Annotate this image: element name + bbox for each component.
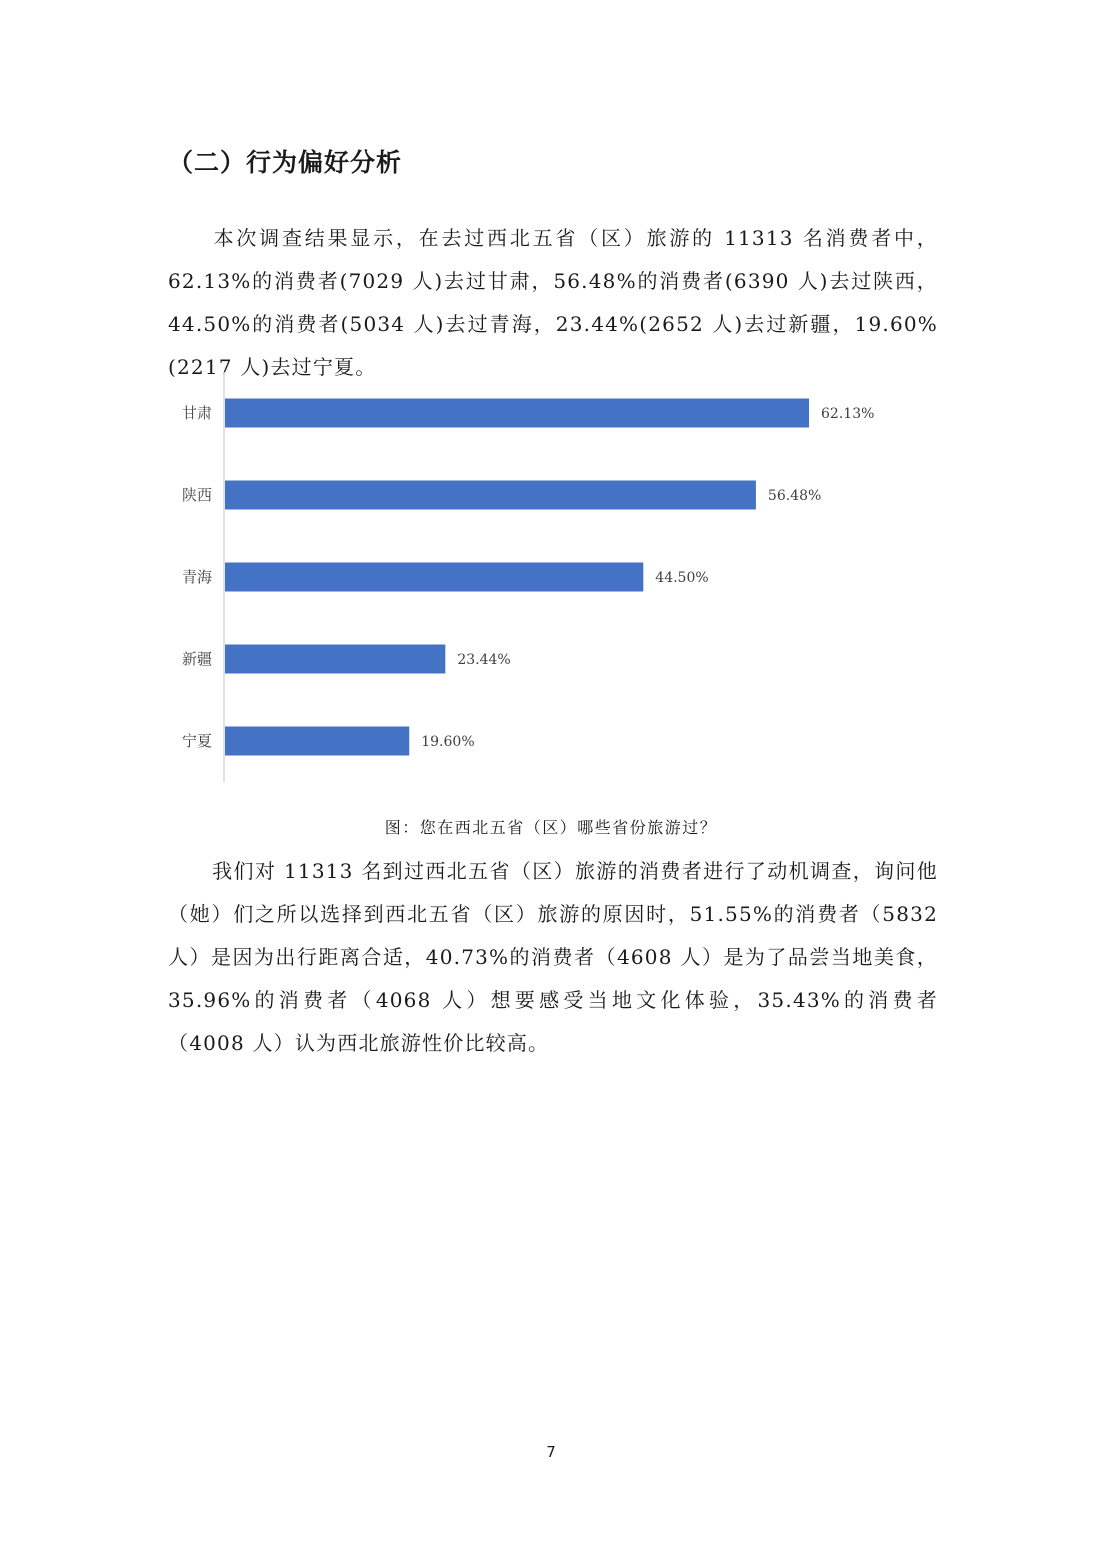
figure-caption: 图：您在西北五省（区）哪些省份旅游过？ — [384, 818, 718, 837]
category-label: 陕西 — [181, 486, 212, 504]
data-label: 62.13% — [821, 406, 875, 422]
bar — [225, 399, 809, 428]
visited-provinces-bar-chart — [168, 370, 928, 790]
category-label: 青海 — [181, 568, 212, 586]
bar — [225, 481, 756, 510]
category-label: 甘肃 — [181, 404, 212, 422]
paragraph-travel-motivation-text: 我们对 11313 名到过西北五省（区）旅游的消费者进行了动机调查，询问他（她）们之所以选择到西北五省（区）旅游的原因时，51.55%的消费者（5832人）是因为出行距离合适，40.73%的消费者（4608 人）是为了品尝当地美食，35.96%的消费者（4068 人）想要感受当地文化体验，35.43%的消费者（4008 人）认为西北旅游性价比较高。 — [168, 859, 938, 1055]
category-label: 新疆 — [181, 650, 212, 668]
data-label: 56.48% — [767, 488, 822, 504]
bar — [225, 563, 643, 592]
data-label: 19.60% — [421, 734, 475, 750]
paragraph-travel-motivation — [168, 850, 938, 1065]
data-label: 44.50% — [655, 570, 709, 586]
page-number: 7 — [546, 1443, 556, 1461]
data-label: 23.44% — [457, 652, 511, 668]
paragraph-visited-provinces — [168, 217, 938, 389]
bar — [225, 645, 445, 674]
category-label: 宁夏 — [181, 732, 212, 750]
paragraph-visited-provinces-text: 本次调查结果显示，在去过西北五省（区）旅游的 11313 名消费者中，62.13%的消费者(7029 人)去过甘肃，56.48%的消费者(6390 人)去过陕西，44.50%的消费者(5034 人)去过青海，23.44%(2652 人)去过新疆，19.60%(2217 人)去过宁夏。 — [168, 226, 938, 379]
bar — [225, 727, 409, 756]
section-heading: （二）行为偏好分析 — [168, 148, 403, 177]
